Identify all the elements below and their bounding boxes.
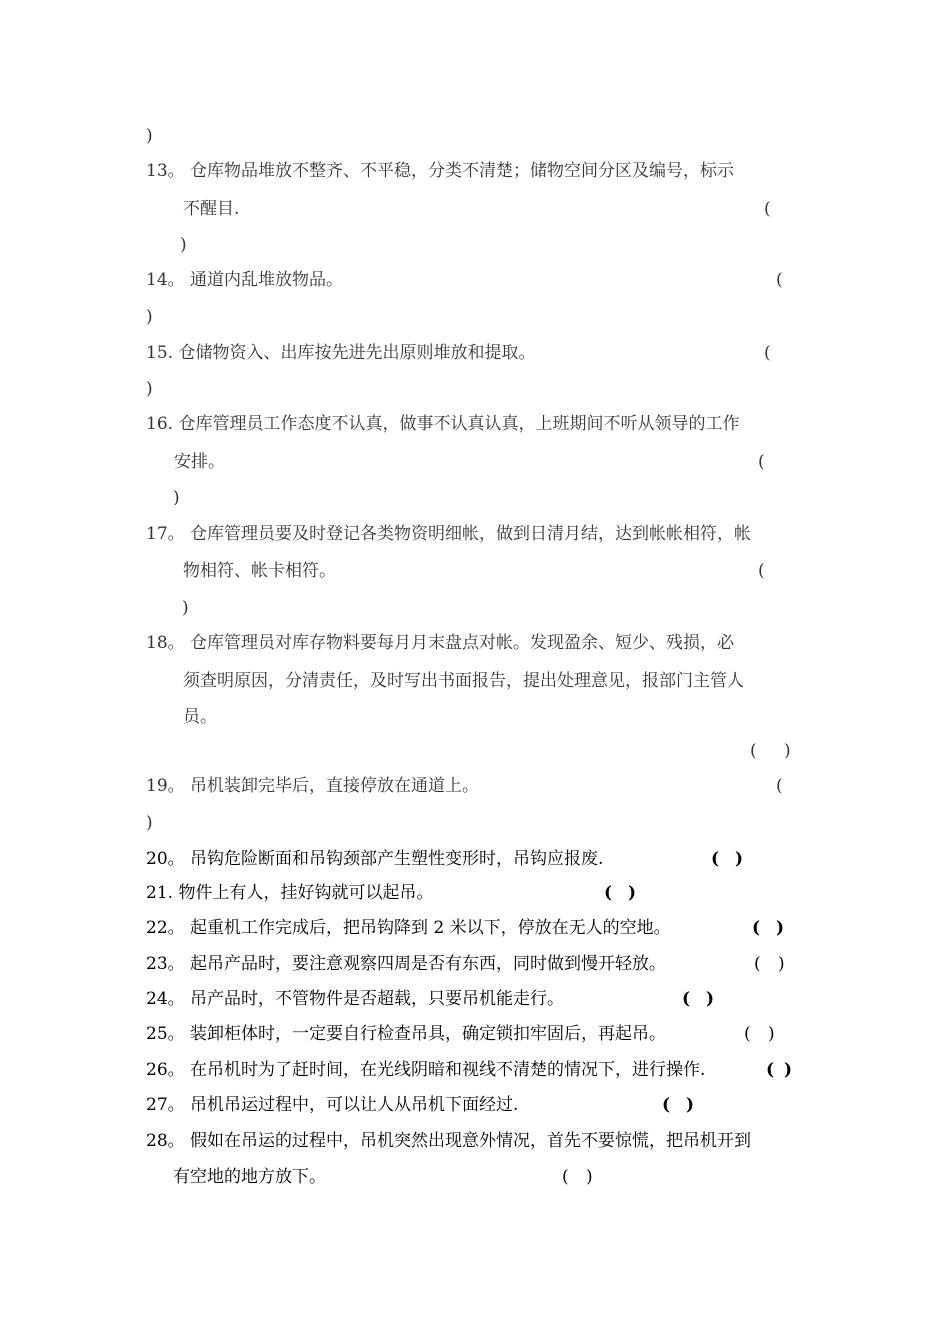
question-25-text: 25。 装卸柜体时，一定要自行检查吊具，确定锁扣牢固后，再起吊。 — [146, 1024, 667, 1044]
answer-parens: ( ) — [662, 1095, 695, 1115]
answer-paren-open: ( — [764, 343, 771, 363]
question-13-text-cont: 不醒目. — [183, 199, 240, 219]
answer-paren-close: ) — [182, 598, 189, 618]
answer-paren-open: ( — [758, 452, 765, 472]
question-17-text: 17。 仓库管理员要及时登记各类物资明细帐，做到日清月结，达到帐帐相符，帐 — [146, 524, 752, 544]
answer-parens: ( ) — [682, 989, 715, 1009]
question-18-text-cont: 须查明原因，分清责任，及时写出书面报告，提出处理意见，报部门主管人 — [183, 671, 744, 691]
answer-paren-close: ) — [146, 813, 153, 833]
answer-paren-close: ) — [146, 307, 153, 327]
question-18-text-cont: 员。 — [183, 707, 217, 727]
question-17-text-cont: 物相符、帐卡相符。 — [183, 561, 336, 581]
question-19-text: 19。 吊机装卸完毕后，直接停放在通道上。 — [146, 776, 480, 796]
question-18-text: 18。 仓库管理员对库存物料要每月月末盘点对帐。发现盈余、短少、残损，必 — [146, 633, 735, 653]
answer-paren-close: ) — [180, 235, 187, 255]
answer-parens: ( ) — [744, 1024, 775, 1044]
answer-parens: ( ) — [604, 883, 637, 903]
answer-parens: ( ) — [750, 741, 791, 761]
question-20-text: 20。 吊钩危险断面和吊钩颈部产生塑性变形时，吊钩应报废. — [146, 849, 604, 869]
answer-paren-open: ( — [758, 561, 765, 581]
answer-paren-close: ) — [173, 488, 180, 508]
answer-paren-close: ) — [146, 126, 153, 146]
question-21-text: 21. 物件上有人，挂好钩就可以起吊。 — [146, 883, 434, 903]
question-27-text: 27。 吊机吊运过程中，可以让人从吊机下面经过. — [146, 1095, 519, 1115]
question-16-text: 16. 仓库管理员工作态度不认真，做事不认真认真，上班期间不听从领导的工作 — [146, 414, 740, 434]
answer-parens: ( ) — [562, 1167, 593, 1187]
question-28-text-cont: 有空地的地方放下。 — [173, 1167, 326, 1187]
question-15-text: 15. 仓储物资入、出库按先进先出原则堆放和提取。 — [146, 343, 536, 363]
question-24-text: 24。 吊产品时，不管物件是否超载，只要吊机能走行。 — [146, 989, 565, 1009]
answer-paren-open: ( — [764, 199, 771, 219]
answer-parens: ( ) — [752, 918, 785, 938]
answer-parens: ( ) — [754, 954, 785, 974]
question-14-text: 14。 通道内乱堆放物品。 — [146, 270, 344, 290]
question-16-text-cont: 安排。 — [174, 452, 225, 472]
question-22-text: 22。 起重机工作完成后，把吊钩降到 2 米以下，停放在无人的空地。 — [146, 918, 671, 938]
question-28-text: 28。 假如在吊运的过程中，吊机突然出现意外情况，首先不要惊慌，把吊机开到 — [146, 1131, 752, 1151]
answer-paren-close: ) — [146, 379, 153, 399]
answer-paren-open: ( — [776, 776, 783, 796]
question-23-text: 23。 起吊产品时，要注意观察四周是否有东西，同时做到慢开轻放。 — [146, 954, 667, 974]
question-26-text: 26。 在吊机时为了赶时间，在光线阴暗和视线不清楚的情况下，进行操作. — [146, 1060, 706, 1080]
question-13-text: 13。 仓库物品堆放不整齐、不平稳，分类不清楚；储物空间分区及编号，标示 — [146, 161, 735, 181]
answer-parens: ( ) — [766, 1060, 793, 1080]
answer-paren-open: ( — [776, 270, 783, 290]
answer-parens: ( ) — [711, 849, 744, 869]
